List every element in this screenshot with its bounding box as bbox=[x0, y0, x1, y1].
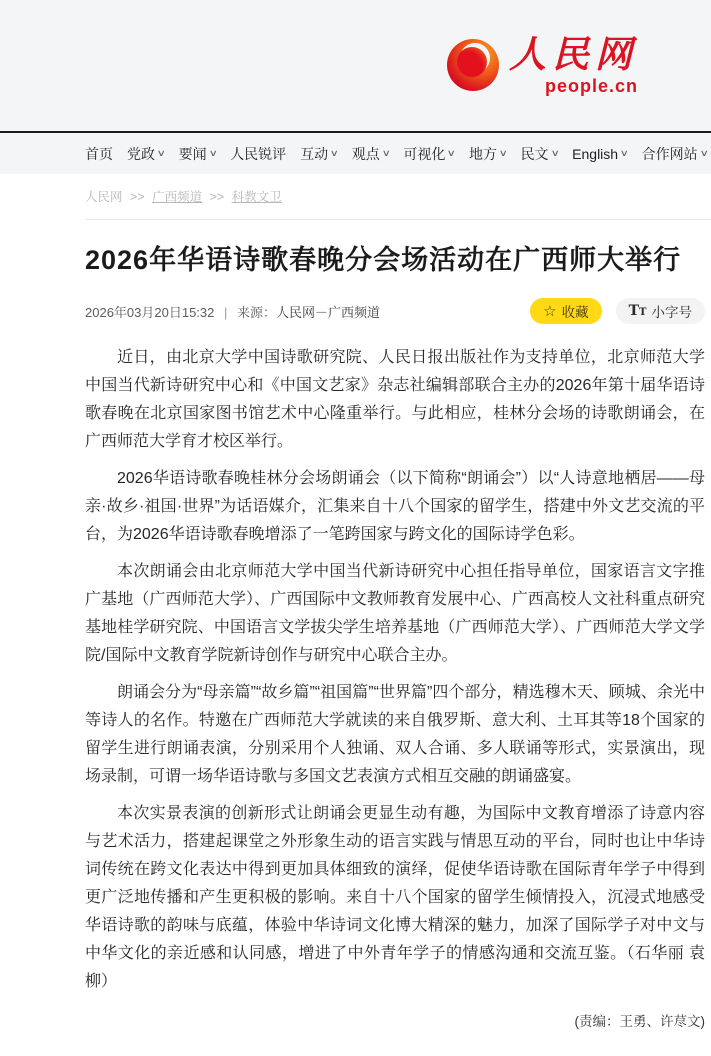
nav-item-label: 要闻 bbox=[178, 145, 207, 162]
nav-item[interactable] bbox=[642, 144, 708, 164]
article-page bbox=[85, 187, 705, 1056]
article-paragraph: 本次朗诵会由北京师范大学中国当代新诗研究中心担任指导单位，国家语言文字推广基地（广西师范大学）、广西国际中文教师教育发展中心、广西高校人文社科重点研究基地桂学研究院、中国语言文学拔尖学生培养基地（广西师范大学）、广西师范大学文学院/国际中文教育学院新诗创作与研究中心联合主办。 bbox=[85, 563, 705, 664]
chevron-down-icon: ∨ bbox=[329, 148, 340, 158]
article-paragraph: 近日，由北京大学中国诗歌研究院、人民日报出版社作为支持单位，北京师范大学中国当代新诗研究中心和《中国文艺家》杂志社编辑部联合主办的2026年第十届华语诗歌春晚在北京国家图书馆艺术中心隆重举行。与此相应，桂林分会场的诗歌朗诵会，在广西师范大学育才校区举行。 bbox=[85, 349, 705, 450]
site-header bbox=[0, 0, 711, 131]
people-globe-icon bbox=[447, 39, 499, 91]
article-title: 2026年华语诗歌春晚分会场活动在广西师大举行 bbox=[85, 245, 682, 275]
source-label: 来源： bbox=[237, 304, 277, 320]
nav-item-label: 人民锐评 bbox=[230, 145, 287, 162]
nav-item-label: 观点 bbox=[351, 145, 380, 162]
article-meta bbox=[85, 302, 380, 321]
chevron-down-icon: ∨ bbox=[208, 148, 218, 158]
article-paragraph: 2026华语诗歌春晚桂林分会场朗诵会（以下简称“朗诵会”）以“人诗意地栖居——母亲·故乡·祖国·世界”为话语媒介，汇集来自十八个国家的留学生，搭建中外文艺交流的平台，为2026华语诗歌春晚增添了一笔跨国家与跨文化的国际诗学色彩。 bbox=[85, 470, 705, 543]
publish-datetime: 2026年03月20日15:32 bbox=[85, 304, 215, 320]
chevron-down-icon: ∨ bbox=[550, 148, 560, 158]
header-divider bbox=[85, 219, 711, 220]
nav-item-label: 互动 bbox=[300, 145, 329, 162]
editor-credit: (责编：王勇、许荩文) bbox=[574, 1014, 705, 1029]
article-actions bbox=[530, 298, 705, 324]
star-icon: ☆ bbox=[543, 302, 557, 320]
chevron-down-icon: ∨ bbox=[156, 148, 166, 158]
nav-item[interactable] bbox=[230, 144, 286, 164]
font-size-button-label: 小字号 bbox=[651, 305, 692, 320]
nav-item-label: 可视化 bbox=[403, 145, 446, 162]
nav-item[interactable] bbox=[403, 144, 455, 164]
chevron-down-icon: ∨ bbox=[447, 148, 457, 158]
nav-item[interactable] bbox=[572, 146, 628, 162]
font-size-icon: T T bbox=[628, 303, 647, 319]
article-paragraph: 朗诵会分为“母亲篇”“故乡篇”“祖国篇”“世界篇”四个部分，精选穆木天、顾城、余光中等诗人的名作。特邀在广西师范大学就读的来自俄罗斯、意大利、土耳其等18个国家的留学生进行朗诵表演，分别采用个人独诵、双人合诵、多人联诵等形式，实景演出，现场录制，可谓一场华语诗歌与多国文艺表演方式相互交融的朗诵盛宴。 bbox=[85, 684, 705, 785]
breadcrumb bbox=[85, 187, 705, 205]
meta-separator: | bbox=[224, 304, 228, 320]
nav-item-label: 地方 bbox=[468, 145, 497, 162]
article-meta-row bbox=[85, 298, 705, 324]
breadcrumb-section-link[interactable]: 科教文卫 bbox=[231, 190, 282, 204]
nav-item[interactable] bbox=[469, 144, 507, 164]
people-cn-logo[interactable] bbox=[447, 33, 638, 96]
chevron-down-icon: ∨ bbox=[619, 148, 629, 158]
nav-item[interactable] bbox=[300, 144, 338, 164]
main-navigation bbox=[0, 133, 711, 174]
nav-item[interactable] bbox=[127, 144, 165, 164]
nav-item-label: 民文 bbox=[520, 145, 549, 162]
article-body bbox=[85, 344, 705, 996]
article-paragraph: 本次实景表演的创新形式让朗诵会更显生动有趣，为国际中文教育增添了诗意内容与艺术活力，搭建起课堂之外形象生动的语言实践与情思互动的平台，同时也让中华诗词传统在跨文化表达中得到更加具体细致的演绎，促使华语诗歌在国际青年学子中得到更广泛地传播和产生更积极的影响。来自十八个国家的留学生倾情投入，沉浸式地感受华语诗歌的韵味与底蕴，体验中华诗词文化博大精深的魅力，加深了国际学子对中文与中华文化的亲近感和认同感，增进了中外青年学子的情感沟通和交流互鉴。（石华丽 袁柳） bbox=[85, 805, 705, 990]
favorite-button-label: 收藏 bbox=[561, 305, 589, 320]
favorite-button[interactable] bbox=[530, 298, 601, 324]
nav-item[interactable] bbox=[179, 144, 217, 164]
nav-item-label: 合作网站 bbox=[641, 145, 698, 162]
nav-item[interactable] bbox=[85, 144, 113, 164]
nav-item-label: 首页 bbox=[85, 145, 113, 162]
chevron-down-icon: ∨ bbox=[381, 148, 391, 158]
nav-item[interactable] bbox=[521, 144, 559, 164]
breadcrumb-separator: >> bbox=[130, 190, 145, 204]
chevron-down-icon: ∨ bbox=[498, 148, 508, 158]
nav-item[interactable] bbox=[352, 144, 390, 164]
nav-item-label: English bbox=[572, 145, 619, 162]
chevron-down-icon: ∨ bbox=[699, 148, 709, 158]
nav-item-label: 党政 bbox=[127, 145, 155, 162]
breadcrumb-channel-link[interactable]: 广西频道 bbox=[152, 190, 203, 204]
font-size-button[interactable] bbox=[616, 298, 705, 324]
source-link[interactable]: 人民网－广西频道 bbox=[276, 304, 381, 320]
breadcrumb-separator: >> bbox=[209, 190, 225, 204]
breadcrumb-site: 人民网 bbox=[85, 190, 123, 204]
logo-chinese-text: 人民网 bbox=[509, 32, 638, 76]
logo-domain-text: people.cn bbox=[544, 76, 638, 96]
